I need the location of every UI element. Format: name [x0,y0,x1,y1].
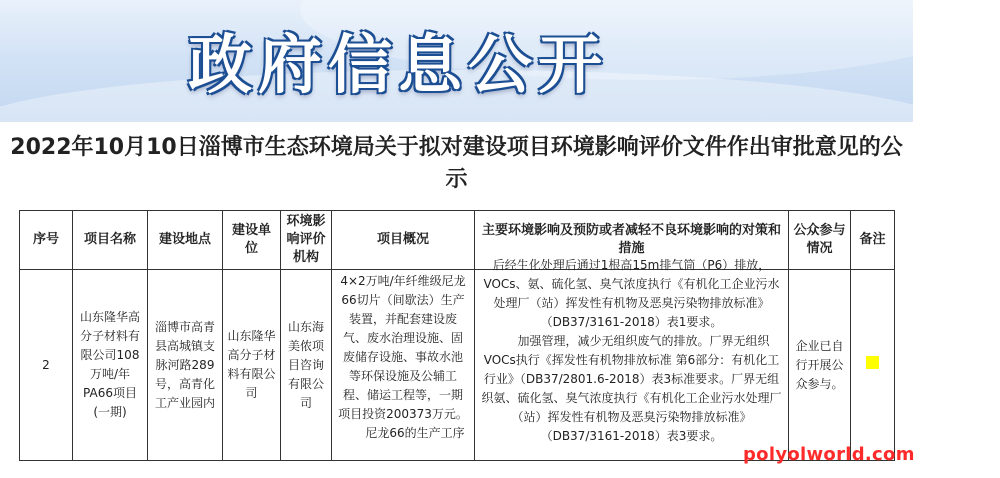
header-public: 公众参与情况 [789,211,851,270]
header-eia-agency: 环境影响评价机构 [281,211,332,270]
cell-public: 企业已自行开展公众参与。 [789,270,851,461]
overview-paragraph: 4×2万吨/年纤维级尼龙66切片（间歇法）生产装置，并配套建设废气、废水治理设施、固废储存设施、事故水池等环保设施及公辅工程、储运工程等，一期项目投资200373万元。 [338,274,468,421]
overview-paragraph: 尼龙66的生产工序 [365,426,465,440]
eia-notice-table [19,210,895,461]
header-builder: 建设单位 [223,211,281,270]
notice-title: 2022年10月10日淄博市生态环境局关于拟对建设项目环境影响评价文件作出审批意见的公示 [10,135,903,192]
cell-location: 淄博市高青县高城镇支脉河路289号，高青化工产业园内 [148,270,223,461]
table-row [20,270,895,461]
banner-title: 政府信息公开 [188,29,608,103]
cell-builder: 山东隆华高分子材料有限公司 [223,270,281,461]
highlight-mark [866,356,879,369]
impact-paragraph: 加强管理，减少无组织废气的排放。厂界无组织VOCs执行《挥发性有机物排放标准 第6部分：有机化工行业》（DB37/2801.6-2018）表3标准要求。厂界无组织氨、硫化氢、臭气浓度执行《有机化工企业污水处理厂（站）挥发性有机物及恶臭污染物排放标准》（DB37/3161-2018）表3要求。 [481,334,782,443]
cell-project-name: 山东隆华高分子材料有限公司108万吨/年PA66项目(一期) [73,270,148,461]
header-location: 建设地点 [148,211,223,270]
cell-overview [332,270,475,461]
header-banner [0,0,913,122]
header-remark: 备注 [851,211,895,270]
cell-eia-agency: 山东海美侬项目咨询有限公司 [281,270,332,461]
cell-remark [851,270,895,461]
cell-no: 2 [20,270,73,461]
header-overview: 项目概况 [332,211,475,270]
impact-paragraph: 后经生化处理后通过1根高15m排气筒（P6）排放，VOCs、氨、硫化氢、臭气浓度执行《有机化工企业污水处理厂（站）挥发性有机物及恶臭污染物排放标准》（DB37/3161-2018）表1要求。 [483,258,780,329]
watermark: polyolworld.com [743,444,915,465]
cell-impact [475,258,789,461]
header-project-name: 项目名称 [73,211,148,270]
header-impact: 主要环境影响及预防或者减轻不良环境影响的对策和措施 [475,211,789,270]
header-no: 序号 [20,211,73,270]
